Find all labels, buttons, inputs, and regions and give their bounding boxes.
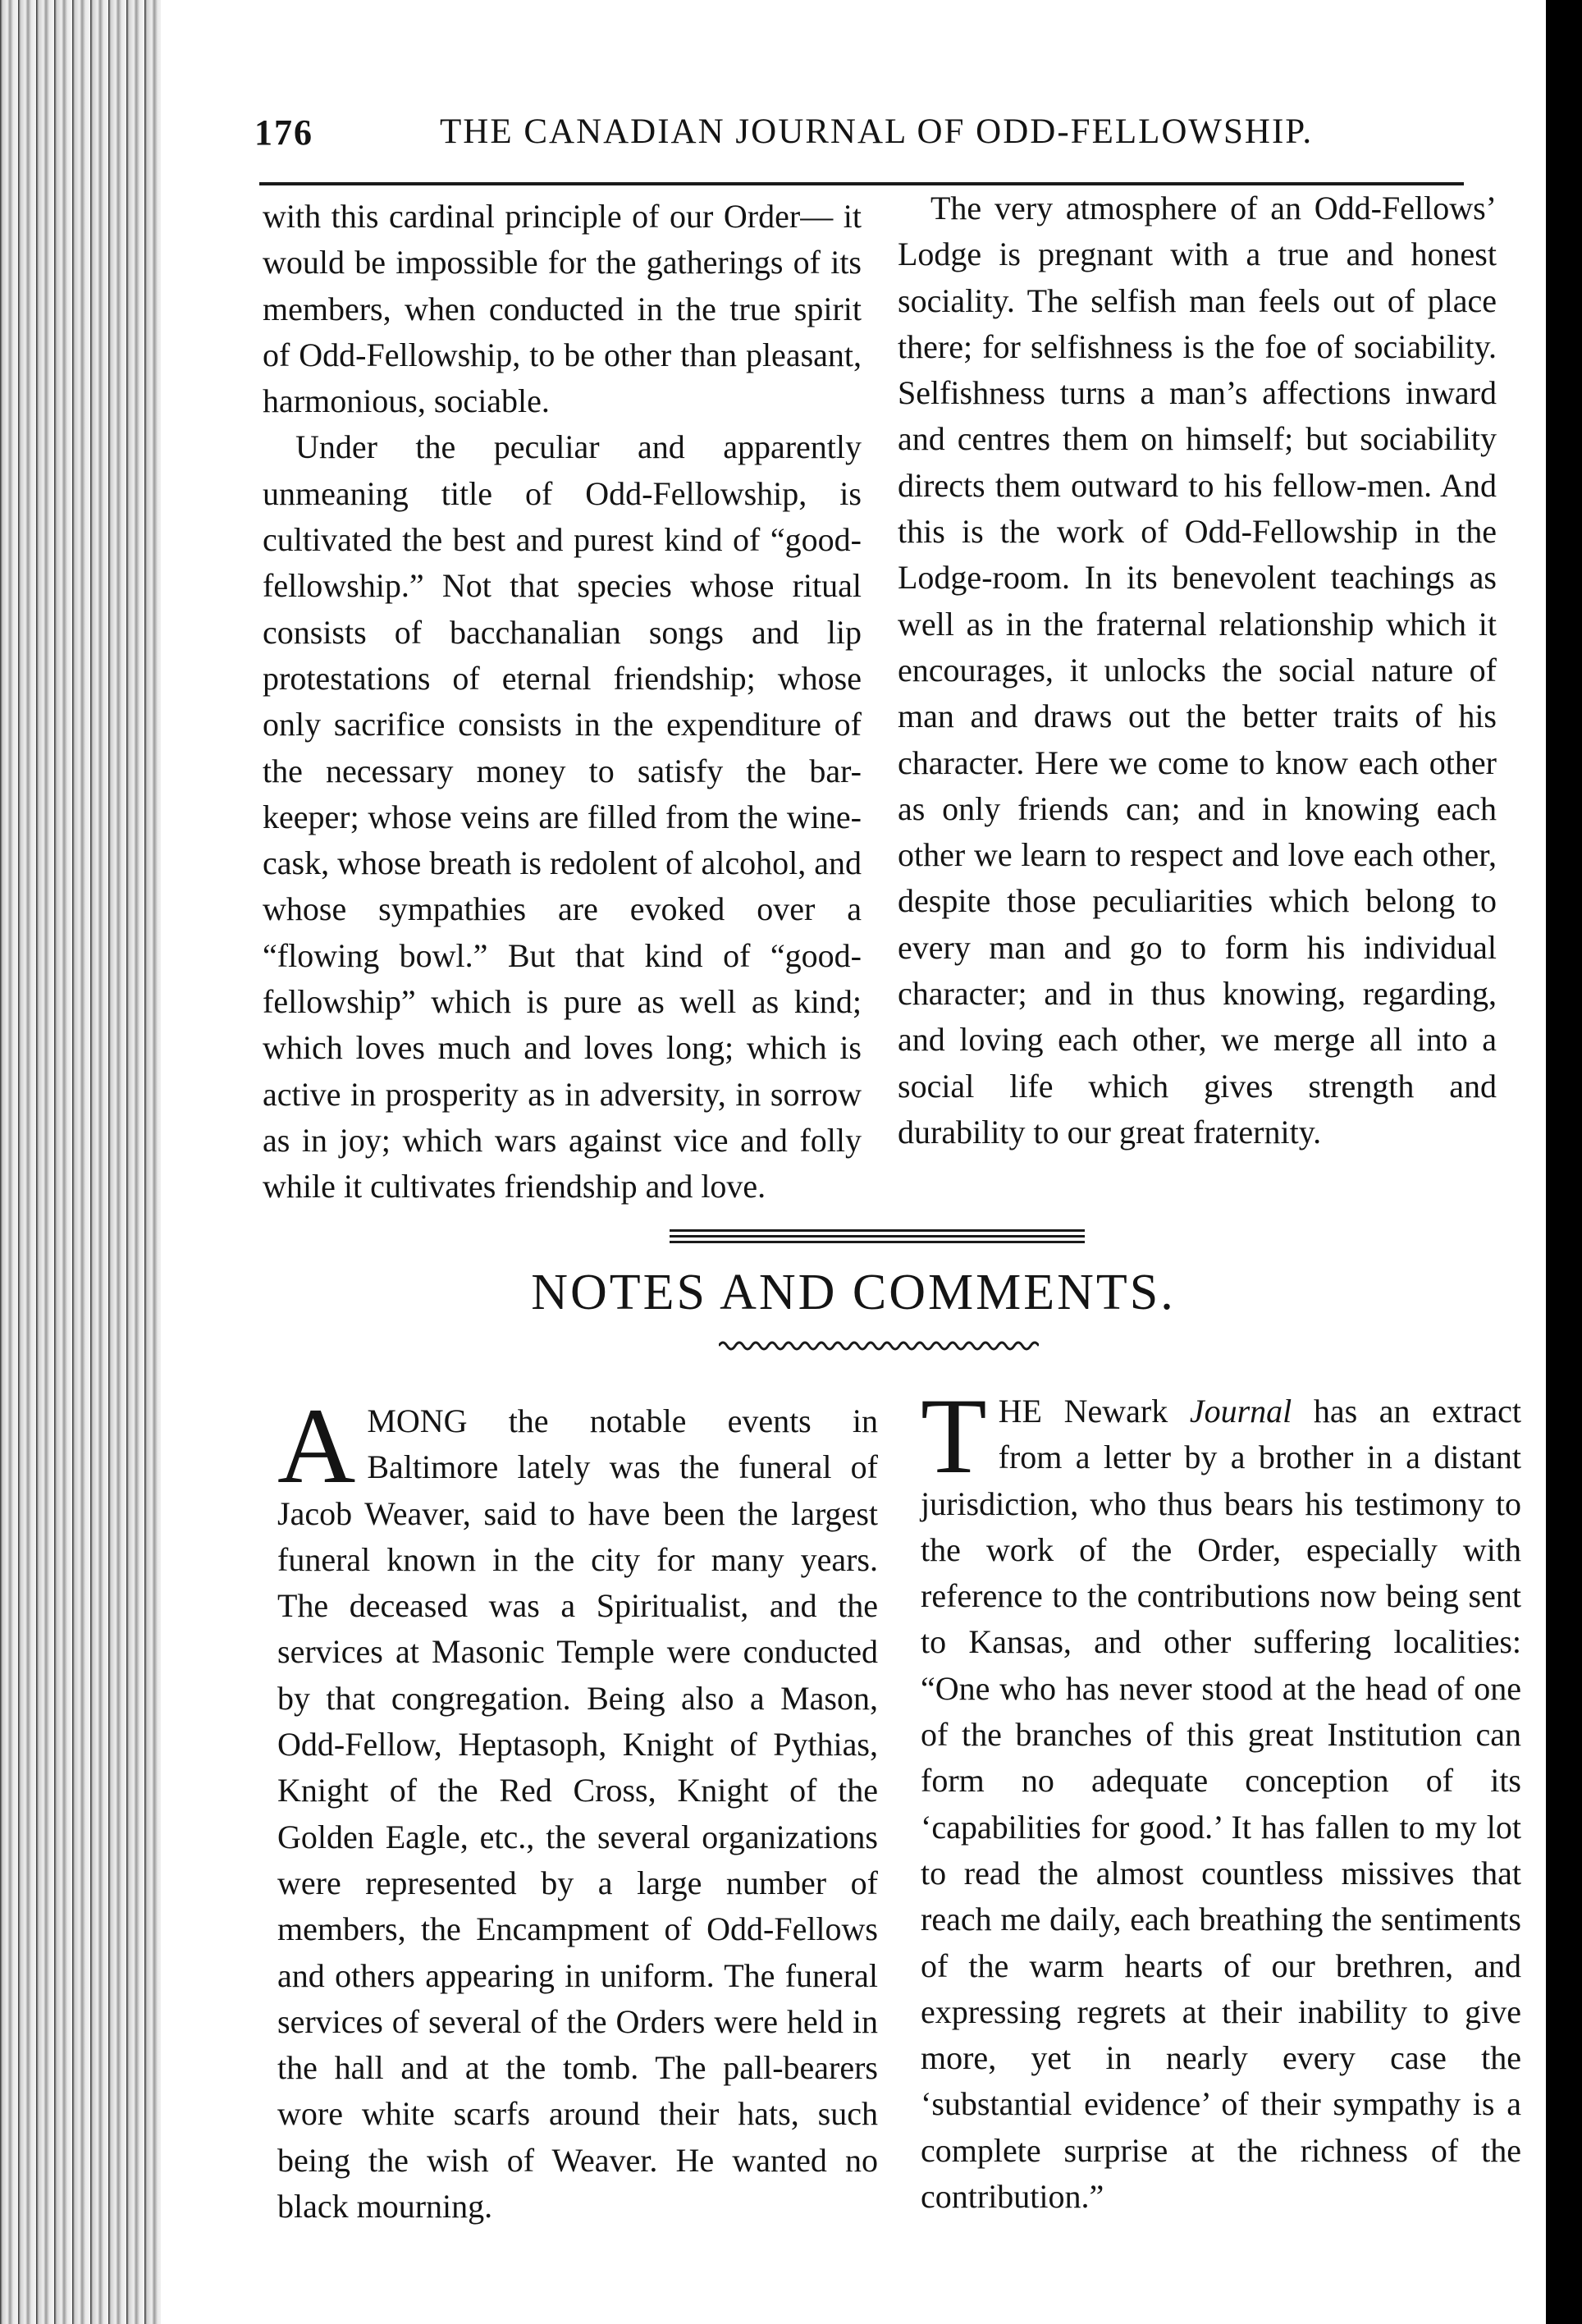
note-text: the notable events in Baltimore lately was the funeral of Jacob Weaver, said to have been the largest funeral known in the city for many years. The deceased was a Spiritualist, and the services at Masonic Temple were conducted by that congregation. Being also a Mason, Odd-Fellow, Heptasoph, Knight of Pythias, Knight of the Red Cross, Knight of the Golden Eagle, etc., the several organizations were represented by a large number of members, the Encampment of Odd-Fellows and others appearing in uniform. The funeral services of several of the Orders were held in the hall and at the tomb. The pall-bearers wore white scarfs around their hats, such being the wish of Weaver. He wanted no black mourning.	[277, 1402, 878, 2226]
page-number: 176	[254, 112, 313, 153]
note-text: has an extract from a letter by a brother in a distant jurisdiction, who thus bears his testimony to the work of the Order, especially with reference to the contributions now being sent to Kansas, and other suffering localities: “One who has never stood at the head of one of the branches of this great Institution can form no adequate conception of its ‘capabilities for good.’ It has fallen to my lot to read the almost countless missives that reach me daily, each breathing the sentiments of the warm hearts of our brethren, and expressing regrets at their inability to give more, yet in nearly every case the ‘substantial evidence’ of their sympathy is a complete surprise at the richness of the contribution.”	[921, 1393, 1521, 2216]
book-binding-edge	[0, 0, 172, 2324]
journal-page	[161, 0, 1546, 2324]
paragraph: Under the peculiar and apparently unmeaning title of Odd-Fellowship, is cultivated the best and purest kind of “good-fellowship.” Not that species whose ritual consists of bacchanalian songs and lip protestations of eternal friendship; whose only sacrifice consists in the expenditure of the necessary money to satisfy the bar-keeper; whose veins are filled from the wine-cask, whose breath is redolent of alcohol, and whose sympathies are evoked over a “flowing bowl.” But that kind of “good-fellowship” which is pure as well as kind; which loves much and loves long; which is active in prosperity as in adversity, in sorrow as in joy; which wars against vice and folly while it cultivates friendship and love.	[263, 428, 862, 1205]
note-text: Newark	[1041, 1393, 1190, 1430]
scan-edge-shadow	[1546, 0, 1582, 2324]
wavy-ornament	[719, 1339, 1039, 1352]
paragraph: The very atmosphere of an Odd-Fellows’ Lodge is pregnant with a true and honest sociality. The selfish man feels out of place there; for selfishness is the foe of sociability. Selfishness turns a man’s affections inward and centres them on himself; but sociability directs them outward to his fellow-men. And this is the work of Odd-Fellowship in the Lodge-room. In its benevolent teachings as well as in the fraternal relationship which it encourages, it unlocks the social nature of man and draws out the better traits of his character. Here we come to know each other as only friends can; and in knowing each other we learn to respect and love each other, despite those peculiarities which belong to every man and go to form his individual character; and in thus knowing, regarding, and loving each other, we merge all into a social life which gives strength and durability to our great fraternity.	[898, 190, 1497, 1151]
paragraph: with this cardinal principle of our Order— it would be impossible for the gatherings of its members, when conducted in the true spirit of Odd-Fellowship, to be other than pleasant, harmonious, sociable.	[263, 198, 862, 420]
section-title: NOTES AND COMMENTS.	[531, 1265, 1176, 1320]
lead-word: MONG	[367, 1402, 468, 1439]
note-weaver-funeral	[277, 1385, 878, 2230]
lead-word: HE	[998, 1393, 1042, 1430]
journal-name: Journal	[1189, 1393, 1292, 1430]
running-header	[254, 112, 1469, 169]
note-newark-journal	[921, 1375, 1521, 2220]
article-continuation-left-column	[263, 194, 862, 1210]
drop-cap: T	[921, 1375, 987, 1496]
section-divider	[670, 1229, 1085, 1246]
drop-cap: A	[277, 1385, 356, 1506]
journal-title: THE CANADIAN JOURNAL OF ODD-FELLOWSHIP.	[440, 112, 1314, 151]
article-continuation-right-column	[898, 185, 1497, 1155]
